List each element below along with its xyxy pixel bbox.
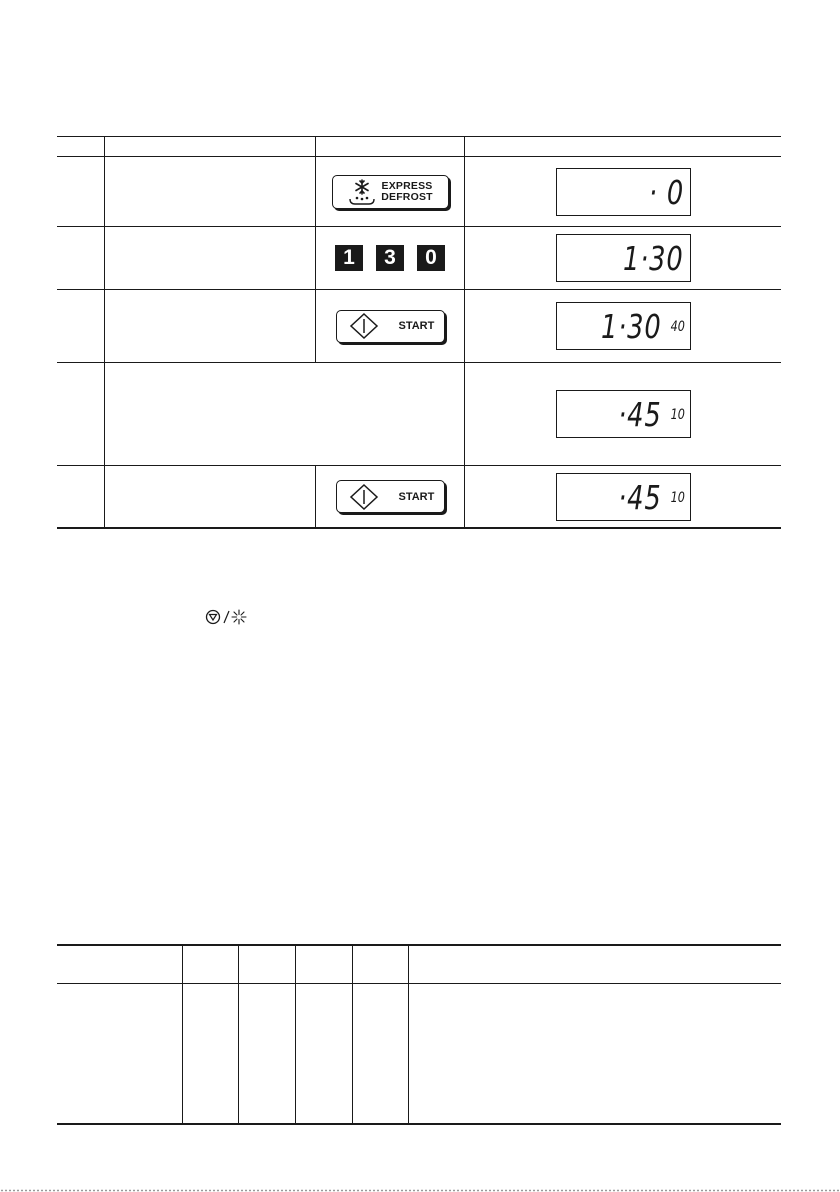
lcd-sub-readout: 10 [670, 407, 685, 423]
key-cell [316, 227, 464, 289]
lcd-sub-readout: 40 [670, 319, 685, 335]
bottom-table [57, 944, 781, 1125]
start-button[interactable] [336, 310, 445, 343]
express-defrost-button[interactable] [332, 175, 449, 209]
lcd-display [556, 302, 691, 350]
display-cell [465, 290, 781, 362]
defrost-steps-table [57, 136, 781, 529]
lcd-display [556, 390, 691, 438]
key-cell [316, 466, 464, 527]
number-key-1[interactable]: 1 [335, 245, 363, 271]
number-keys [335, 245, 445, 271]
start-diamond-icon [349, 312, 379, 340]
number-key-3[interactable]: 3 [376, 245, 404, 271]
lcd-main-readout: 1·30 [623, 239, 684, 278]
table-column-rule [352, 944, 353, 1125]
stop-clear-icon [207, 611, 220, 624]
key-cell [316, 157, 464, 226]
display-cell [465, 363, 781, 465]
table-column-rule [295, 944, 296, 1125]
lcd-main-readout: · 0 [648, 172, 684, 212]
table-column-rule [182, 944, 183, 1125]
table-rule [57, 136, 781, 137]
display-cell [465, 157, 781, 226]
express-defrost-label [381, 181, 433, 203]
table-column-rule [104, 136, 105, 529]
lcd-display [556, 168, 691, 216]
start-button[interactable] [336, 480, 445, 513]
lcd-display [556, 234, 691, 282]
light-sparkle-icon [232, 610, 246, 624]
lcd-display [556, 473, 691, 521]
start-label: START [398, 490, 435, 503]
lcd-main-readout: 1·30 [601, 307, 662, 346]
table-rule [57, 527, 781, 529]
stop-clear-light-symbol [205, 608, 255, 626]
key-cell [316, 290, 464, 362]
lcd-main-readout: ·45 [618, 477, 662, 517]
display-cell [465, 227, 781, 289]
snowflake-defrost-icon [347, 178, 377, 206]
defrost-label: DEFROST [381, 190, 433, 203]
table-rule [57, 1123, 781, 1125]
start-diamond-icon [349, 483, 379, 511]
table-column-rule [408, 944, 409, 1125]
number-key-0[interactable]: 0 [417, 245, 445, 271]
start-label: START [398, 320, 435, 332]
display-cell [465, 466, 781, 527]
express-label: EXPRESS [381, 179, 433, 192]
lcd-sub-readout: 10 [670, 489, 685, 506]
table-rule [57, 983, 781, 984]
lcd-main-readout: ·45 [618, 395, 662, 434]
table-rule [57, 944, 781, 946]
table-column-rule [238, 944, 239, 1125]
